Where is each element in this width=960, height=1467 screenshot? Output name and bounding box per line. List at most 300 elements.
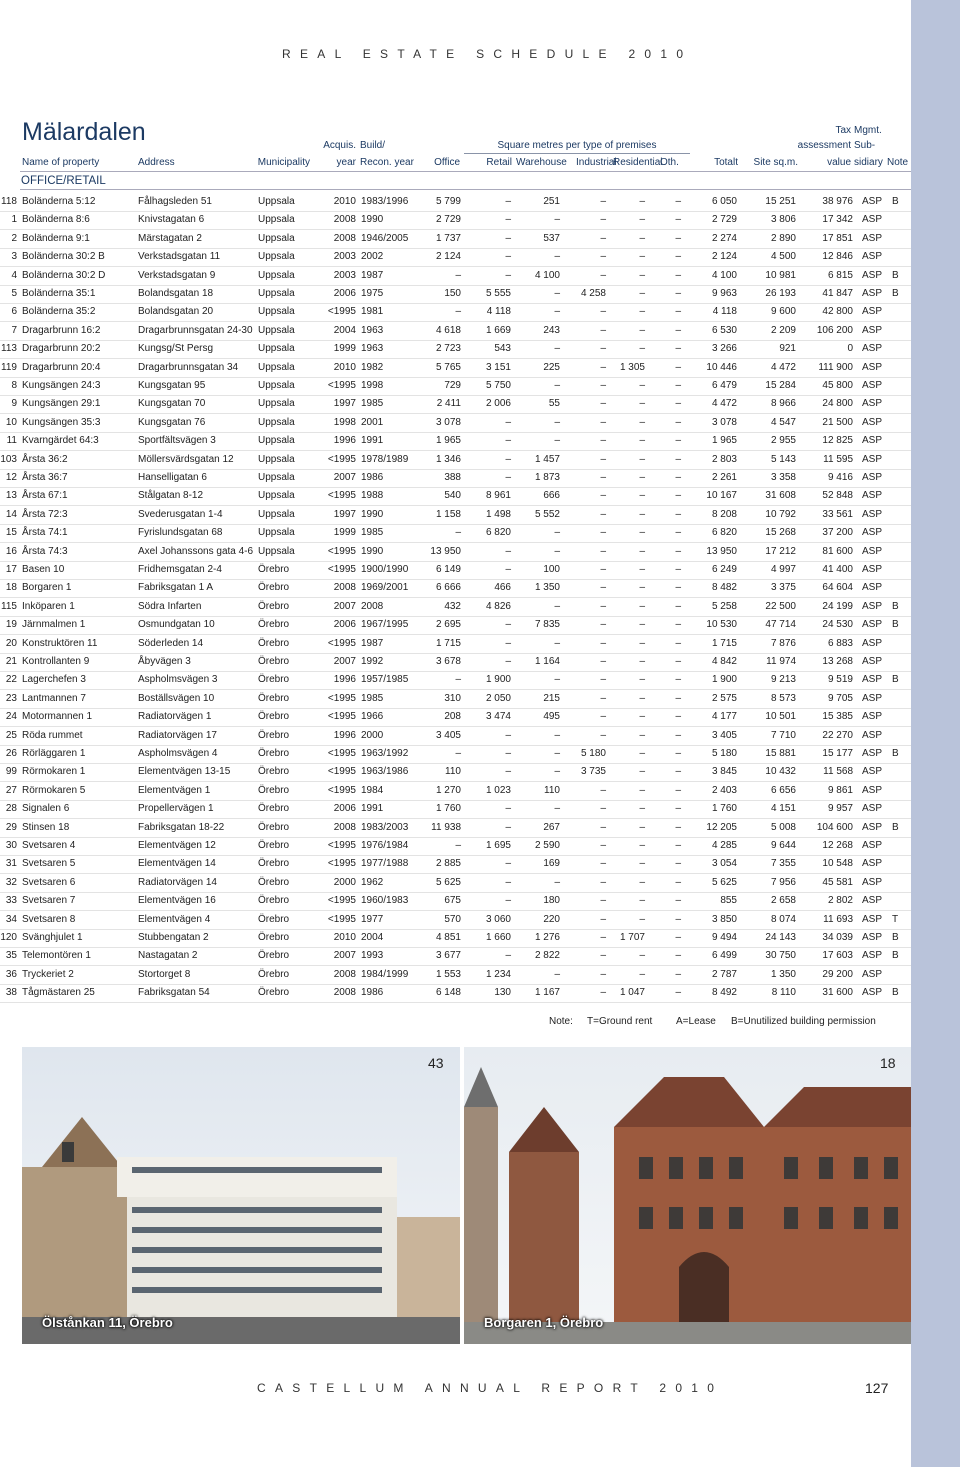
cell-residential: – [639, 729, 645, 741]
cell-property: Kungsängen 29:1 [22, 398, 101, 410]
col-site: Site sq.m. [753, 157, 798, 168]
cell-acquis: 2007 [333, 600, 356, 612]
cell-build: 1957/1985 [361, 674, 409, 686]
cell-industrial: – [600, 729, 606, 741]
cell-residential: – [639, 600, 645, 612]
cell-totalt: 3 266 [711, 343, 737, 355]
cell-oth: – [675, 251, 681, 263]
cell-site: 11 974 [766, 656, 796, 667]
cell-retail: – [505, 232, 511, 244]
cell-address: Fabriksgatan 1 A [138, 582, 214, 594]
col-tax-bot: value [827, 157, 851, 168]
cell-tax: 9 861 [827, 784, 853, 796]
cell-site: 30 750 [765, 950, 796, 962]
cell-address: Söderleden 14 [138, 637, 204, 649]
cell-tax: 17 851 [822, 232, 853, 244]
cell-id: 4 [11, 269, 17, 281]
cell-office: 2 729 [435, 214, 461, 226]
cell-tax: 64 604 [822, 582, 853, 594]
cell-tax: 11 568 [823, 766, 853, 778]
cell-residential: – [639, 416, 645, 428]
cell-tax: 15 177 [822, 748, 853, 759]
cell-retail: 4 826 [485, 600, 511, 612]
table-row [0, 469, 911, 488]
cell-office: 2 885 [435, 858, 461, 870]
col-build-top: Build/ [360, 140, 386, 151]
cell-mgmt: ASP [862, 361, 883, 373]
cell-mgmt: ASP [862, 472, 883, 483]
cell-mgmt: ASP [862, 545, 883, 557]
cell-id: 33 [5, 895, 17, 907]
cell-acquis: 2008 [333, 214, 356, 226]
cell-warehouse: – [554, 600, 560, 612]
cell-industrial: – [600, 545, 606, 557]
cell-retail: – [505, 564, 511, 575]
col-municipality: Municipality [257, 157, 310, 168]
cell-property: Svetsaren 8 [22, 913, 76, 925]
cell-totalt: 8 482 [711, 582, 737, 594]
cell-office: 1 737 [435, 232, 461, 244]
cell-tax: 24 800 [822, 398, 853, 410]
cell-id: 16 [5, 545, 17, 557]
cell-office: – [455, 269, 461, 281]
cell-totalt: 2 575 [711, 692, 737, 704]
cell-retail: – [505, 858, 511, 870]
cell-address: Elementvägen 14 [138, 858, 216, 870]
cell-id: 2 [11, 232, 17, 244]
cell-address: Fabriksgatan 54 [138, 987, 210, 999]
cell-residential: – [639, 748, 645, 759]
cell-acquis: 2006 [333, 288, 356, 299]
cell-site: 8 573 [770, 692, 796, 704]
cell-industrial: – [600, 711, 606, 723]
col-tax-top: Tax [835, 125, 851, 136]
table-row [0, 285, 911, 304]
cell-municipality: Örebro [258, 674, 290, 686]
cell-tax: 111 900 [818, 361, 853, 373]
cell-property: Dragarbrunn 20:2 [22, 343, 101, 355]
cell-residential: – [639, 968, 645, 980]
cell-site: 3 358 [770, 472, 796, 483]
cell-totalt: 2 787 [711, 968, 737, 980]
cell-note: B [892, 950, 899, 962]
cell-office: 3 678 [435, 656, 461, 667]
cell-site: 17 212 [765, 545, 796, 557]
table-row [0, 561, 911, 580]
cell-residential: – [639, 876, 645, 888]
cell-oth: – [675, 269, 681, 281]
cell-site: 3 806 [770, 214, 796, 226]
cell-mgmt: ASP [862, 380, 883, 391]
cell-site: 4 997 [770, 564, 796, 575]
cell-totalt: 5 625 [711, 876, 737, 888]
cell-id: 25 [5, 729, 17, 741]
cell-retail: 1 660 [485, 932, 511, 943]
cell-address: Stubbengatan 2 [138, 932, 209, 943]
cell-mgmt: ASP [862, 840, 883, 851]
cell-build: 1978/1989 [361, 453, 409, 465]
cell-totalt: 3 054 [711, 858, 737, 870]
cell-industrial: – [600, 821, 606, 833]
cell-build: 1963/1992 [361, 748, 409, 759]
table-row [0, 929, 911, 948]
cell-warehouse: – [554, 214, 560, 226]
table-row [0, 671, 911, 690]
cell-tax: 42 800 [822, 306, 853, 318]
cell-property: Boländerna 35:2 [22, 306, 96, 318]
running-footer: CASTELLUM ANNUAL REPORT 2010 [257, 1381, 724, 1395]
table-row [0, 598, 911, 617]
table-row [0, 524, 911, 543]
cell-build: 1990 [361, 508, 384, 520]
cell-warehouse: 666 [543, 490, 560, 502]
cell-office: 3 677 [435, 950, 461, 962]
cell-property: Dragarbrunn 16:2 [22, 324, 101, 336]
cell-site: 15 268 [765, 527, 796, 539]
col-name: Name of property [22, 157, 100, 168]
cell-office: 11 938 [431, 821, 461, 833]
cell-id: 8 [11, 380, 17, 391]
cell-retail: 5 555 [485, 288, 511, 299]
cell-municipality: Örebro [258, 858, 290, 870]
photo-caption-right: Borgaren 1, Örebro [484, 1315, 604, 1330]
cell-site: 4 151 [770, 803, 796, 815]
cell-warehouse: – [554, 527, 560, 539]
cell-residential: 1 047 [619, 987, 645, 999]
cell-property: Svetsaren 6 [22, 876, 76, 888]
cell-retail: – [505, 766, 511, 778]
cell-acquis: <1995 [327, 692, 356, 704]
cell-residential: – [639, 766, 645, 778]
cell-residential: – [639, 674, 645, 686]
cell-tax: 0 [847, 343, 853, 355]
cell-oth: – [675, 803, 681, 815]
cell-address: Osmundgatan 10 [138, 619, 215, 631]
cell-residential: – [639, 711, 645, 723]
cell-address: Stålgatan 8-12 [138, 490, 204, 502]
table-row [0, 248, 911, 267]
cell-build: 1985 [361, 527, 384, 539]
cell-build: 1987 [361, 269, 384, 281]
cell-totalt: 1 715 [711, 637, 737, 649]
cell-residential: – [639, 619, 645, 631]
cell-build: 2004 [361, 932, 384, 943]
building-illustration [22, 1047, 460, 1344]
section-rule [20, 189, 911, 190]
cell-oth: – [675, 674, 681, 686]
cell-property: Kungsängen 35:3 [22, 416, 101, 428]
cell-warehouse: 537 [543, 232, 560, 244]
table-row [0, 653, 911, 672]
cell-oth: – [675, 582, 681, 594]
cell-id: 38 [5, 987, 17, 999]
cell-address: Fridhemsgatan 2-4 [138, 564, 222, 575]
cell-build: 1983/1996 [361, 196, 409, 207]
cell-warehouse: 180 [543, 895, 560, 907]
cell-build: 1986 [361, 987, 384, 999]
cell-tax: 24 530 [822, 619, 853, 631]
building-illustration [464, 1047, 911, 1344]
cell-property: Boländerna 9:1 [22, 232, 90, 244]
cell-totalt: 8 492 [711, 987, 737, 999]
cell-municipality: Örebro [258, 692, 290, 704]
cell-warehouse: – [554, 729, 560, 741]
cell-oth: – [675, 361, 681, 373]
cell-residential: – [639, 656, 645, 667]
cell-oth: – [675, 324, 681, 336]
cell-id: 36 [5, 968, 17, 980]
cell-id: 13 [5, 490, 17, 502]
cell-retail: 466 [494, 582, 511, 594]
cell-mgmt: ASP [862, 416, 883, 428]
cell-build: 2002 [361, 251, 384, 263]
cell-id: 26 [5, 748, 17, 759]
cell-totalt: 6 499 [711, 950, 737, 962]
cell-build: 1983/2003 [361, 821, 409, 833]
cell-office: 150 [444, 288, 461, 299]
cell-address: Aspholmsvägen 3 [138, 674, 218, 686]
col-acquis-bot: year [336, 157, 356, 168]
group-rule [464, 153, 690, 154]
cell-warehouse: 1 276 [534, 932, 560, 943]
table-row [0, 303, 911, 322]
table-row [0, 911, 911, 930]
table-row [0, 267, 911, 286]
cell-mgmt: ASP [862, 269, 883, 281]
cell-mgmt: ASP [862, 343, 883, 355]
cell-municipality: Örebro [258, 803, 290, 815]
cell-acquis: 1998 [333, 416, 356, 428]
cell-municipality: Uppsala [258, 324, 295, 336]
table-row [0, 414, 911, 433]
cell-municipality: Örebro [258, 950, 290, 962]
cell-acquis: 2010 [333, 932, 356, 943]
table-row [0, 359, 911, 378]
cell-retail: 3 060 [485, 913, 511, 925]
cell-retail: 3 474 [485, 711, 511, 723]
cell-retail: 5 750 [485, 380, 511, 391]
cell-site: 8 966 [770, 398, 796, 410]
table-row [0, 616, 911, 635]
cell-totalt: 2 274 [711, 232, 737, 244]
cell-office: 4 618 [435, 324, 461, 336]
cell-oth: – [675, 453, 681, 465]
cell-oth: – [675, 306, 681, 318]
cell-build: 1988 [361, 490, 384, 502]
cell-id: 9 [11, 398, 17, 410]
table-row [0, 340, 911, 359]
note-ground-rent: T=Ground rent [587, 1016, 653, 1027]
cell-retail: – [505, 876, 511, 888]
cell-acquis: 2008 [333, 582, 356, 594]
cell-property: Konstruktören 11 [22, 637, 98, 649]
cell-residential: – [639, 343, 645, 355]
cell-totalt: 2 124 [711, 251, 737, 263]
cell-id: 32 [5, 876, 17, 888]
cell-acquis: <1995 [327, 637, 356, 649]
cell-property: Motormannen 1 [22, 711, 93, 723]
cell-totalt: 5 258 [711, 600, 737, 612]
table-row [0, 211, 911, 230]
cell-warehouse: 1 350 [534, 582, 560, 594]
cell-residential: – [639, 288, 645, 299]
cell-warehouse: 1 167 [534, 987, 560, 999]
cell-municipality: Uppsala [258, 232, 295, 244]
cell-property: Tågmästaren 25 [22, 987, 95, 999]
cell-oth: – [675, 876, 681, 888]
cell-address: Verkstadsgatan 11 [138, 251, 221, 263]
cell-warehouse: 243 [543, 324, 560, 336]
cell-acquis: <1995 [327, 748, 356, 759]
cell-acquis: 1996 [333, 729, 356, 741]
cell-office: 388 [444, 472, 461, 483]
cell-residential: 1 707 [619, 932, 645, 943]
cell-mgmt: ASP [862, 398, 883, 410]
cell-municipality: Örebro [258, 876, 290, 888]
cell-municipality: Örebro [258, 637, 290, 649]
cell-address: Elementvägen 1 [138, 784, 211, 796]
photo-olstankan [22, 1047, 460, 1344]
cell-retail: 543 [494, 343, 511, 355]
cell-retail: 3 151 [485, 361, 511, 373]
cell-tax: 11 595 [823, 453, 853, 465]
cell-municipality: Uppsala [258, 196, 295, 207]
cell-municipality: Örebro [258, 748, 290, 759]
cell-site: 7 876 [770, 637, 796, 649]
cell-office: 1 760 [435, 803, 461, 815]
cell-residential: – [639, 895, 645, 907]
cell-oth: – [675, 932, 681, 943]
col-address: Address [138, 157, 175, 168]
cell-build: 1998 [361, 380, 384, 391]
cell-build: 1991 [361, 435, 384, 447]
cell-totalt: 12 205 [706, 821, 737, 833]
cell-warehouse: 169 [543, 858, 560, 870]
cell-site: 9 213 [770, 674, 796, 686]
cell-retail: – [505, 619, 511, 631]
cell-oth: – [675, 214, 681, 226]
cell-site: 2 209 [770, 324, 796, 336]
cell-mgmt: ASP [862, 913, 883, 925]
cell-residential: – [639, 527, 645, 539]
cell-residential: – [639, 232, 645, 244]
cell-build: 1946/2005 [361, 232, 409, 244]
cell-id: 115 [1, 600, 17, 612]
cell-warehouse: – [554, 748, 560, 759]
cell-office: – [455, 674, 461, 686]
cell-oth: – [675, 343, 681, 355]
cell-tax: 21 500 [822, 416, 853, 428]
cell-totalt: 9 963 [711, 288, 737, 299]
cell-office: 1 553 [435, 968, 461, 980]
cell-office: 729 [444, 380, 461, 391]
cell-id: 12 [5, 472, 17, 483]
col-office: Office [434, 157, 460, 168]
cell-mgmt: ASP [862, 214, 883, 226]
cell-tax: 106 200 [816, 324, 853, 336]
cell-note: B [892, 748, 899, 759]
cell-residential: – [639, 472, 645, 483]
cell-municipality: Örebro [258, 619, 290, 631]
cell-municipality: Uppsala [258, 306, 295, 318]
cell-mgmt: ASP [862, 600, 883, 612]
cell-office: 2 695 [435, 619, 461, 631]
cell-municipality: Örebro [258, 564, 290, 575]
cell-warehouse: – [554, 674, 560, 686]
cell-build: 2000 [361, 729, 384, 741]
cell-property: Årsta 74:1 [22, 527, 68, 539]
cell-residential: – [639, 545, 645, 557]
cell-industrial: 3 735 [580, 766, 606, 778]
cell-industrial: – [600, 674, 606, 686]
cell-office: 6 148 [435, 987, 461, 999]
cell-build: 1985 [361, 398, 384, 410]
cell-totalt: 13 950 [706, 545, 737, 557]
cell-mgmt: ASP [862, 564, 883, 575]
cell-tax: 12 268 [822, 840, 853, 851]
cell-address: Elementvägen 12 [138, 840, 216, 851]
cell-municipality: Örebro [258, 840, 290, 851]
cell-warehouse: – [554, 435, 560, 447]
cell-oth: – [675, 840, 681, 851]
cell-tax: 45 581 [822, 876, 853, 888]
cell-oth: – [675, 950, 681, 962]
cell-warehouse: 215 [543, 692, 560, 704]
cell-build: 1986 [361, 472, 384, 483]
cell-acquis: 2007 [333, 950, 356, 962]
cell-site: 22 500 [765, 600, 796, 612]
cell-oth: – [675, 435, 681, 447]
cell-site: 15 284 [765, 380, 796, 391]
cell-note: B [892, 932, 899, 943]
cell-industrial: – [600, 398, 606, 410]
cell-residential: – [639, 435, 645, 447]
cell-tax: 34 039 [822, 932, 853, 943]
cell-acquis: 2008 [333, 232, 356, 244]
cell-tax: 33 561 [822, 508, 853, 520]
cell-warehouse: – [554, 545, 560, 557]
cell-property: Årsta 67:1 [22, 490, 68, 502]
cell-oth: – [675, 987, 681, 999]
cell-acquis: 2008 [333, 968, 356, 980]
cell-office: 3 405 [435, 729, 461, 741]
cell-municipality: Uppsala [258, 490, 295, 502]
cell-property: Lagerchefen 3 [22, 674, 86, 686]
cell-office: 110 [445, 766, 461, 778]
cell-acquis: <1995 [327, 380, 356, 391]
cell-property: Dragarbrunn 20:4 [22, 361, 101, 373]
cell-site: 2 658 [770, 895, 796, 907]
table-row [0, 690, 911, 709]
cell-property: Stinsen 18 [22, 821, 70, 833]
cell-note: B [892, 619, 899, 631]
cell-property: Inköparen 1 [22, 600, 75, 612]
cell-mgmt: ASP [862, 251, 883, 263]
cell-site: 7 956 [770, 876, 796, 888]
cell-build: 1963 [361, 324, 384, 336]
cell-site: 2 890 [770, 232, 796, 244]
cell-id: 29 [5, 821, 17, 833]
cell-office: 5 799 [435, 196, 461, 207]
cell-acquis: <1995 [327, 306, 356, 318]
cell-id: 118 [1, 196, 17, 207]
cell-address: Stortorget 8 [138, 968, 191, 980]
cell-industrial: – [600, 840, 606, 851]
cell-retail: – [505, 748, 511, 759]
cell-totalt: 4 285 [711, 840, 737, 851]
cell-mgmt: ASP [862, 748, 883, 759]
cell-oth: – [675, 619, 681, 631]
